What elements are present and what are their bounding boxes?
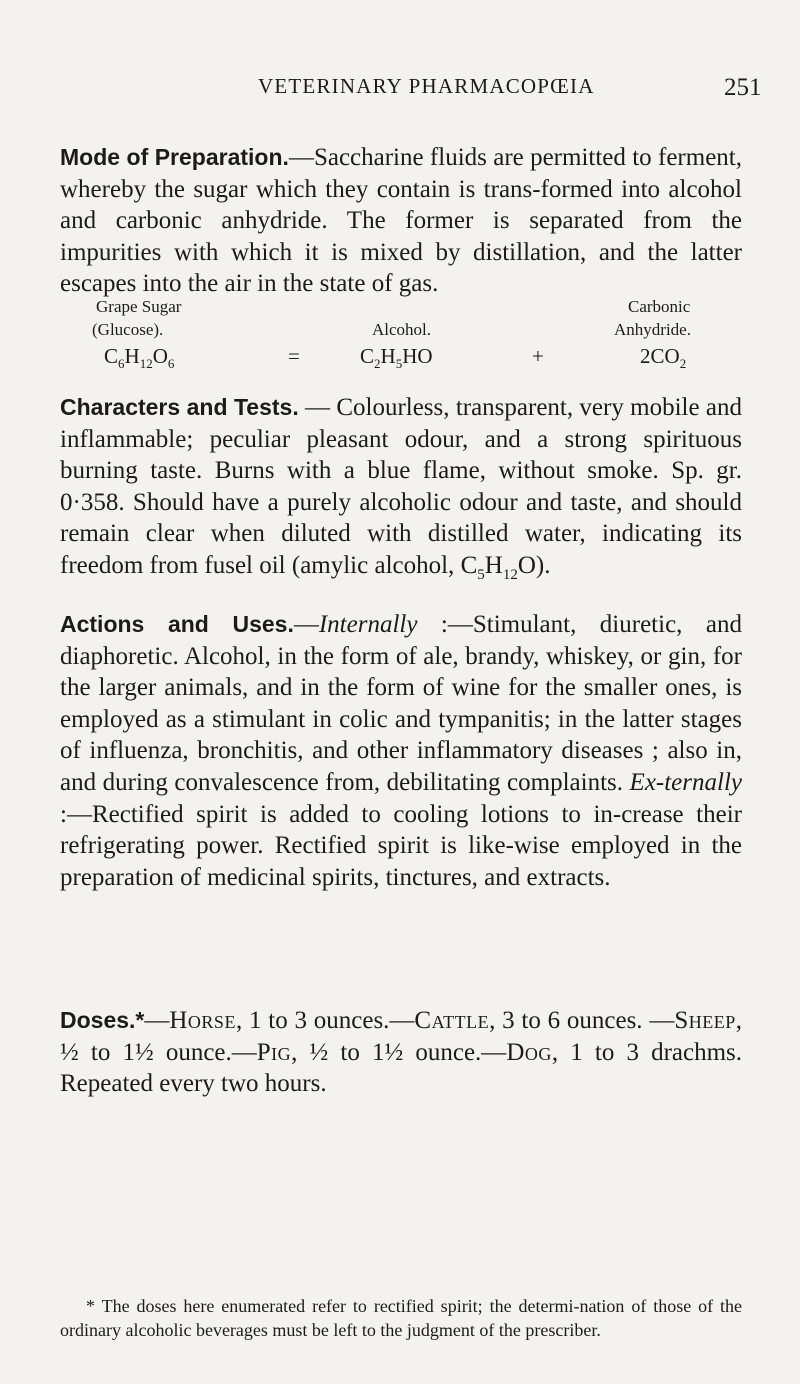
mode-heading: Mode of Preparation. bbox=[60, 144, 289, 170]
carbonic-label: Carbonic bbox=[628, 297, 691, 316]
mode-body: —Saccharine fluids are permitted to ferment, whereby the sugar which they contain is trans-formed into alcohol and carbonic anhydride. The former is separated from the impurities with which it is mixed by distillation, and the latter escapes into the air in the state of gas. bbox=[60, 144, 742, 298]
footnote-text: * The doses here enumerated refer to rectified spirit; the determi-nation of those of the ordinary alcoholic beverages must be left to the judgment of the prescriber. bbox=[60, 1296, 742, 1340]
cattle-label: Cattle bbox=[414, 1007, 490, 1034]
running-title: VETERINARY PHARMACOPŒIA bbox=[258, 74, 595, 98]
doses-paragraph bbox=[60, 1005, 742, 1100]
page-header bbox=[0, 74, 800, 114]
page-number: 251 bbox=[724, 74, 762, 101]
horse-label: Horse bbox=[169, 1007, 236, 1034]
externally-term: Ex-ternally bbox=[629, 768, 742, 796]
actions-body-external: :—Rectified spirit is added to cooling lotions to in-crease their refrigerating power. Rectified spirit is like-wise employed in the preparation of medicinal spirits, tinctures, and extracts. bbox=[60, 800, 742, 891]
dog-label: Dog bbox=[506, 1038, 552, 1066]
amylic-alcohol-formula: $C_5H_{12}O$ bbox=[460, 551, 536, 583]
alcohol-formula: $C_2H_5HO$ bbox=[360, 344, 433, 372]
pig-dose: , ½ to 1½ ounce.— bbox=[291, 1038, 507, 1066]
glucose-formula: $C_6H_{12}O_6$ bbox=[104, 344, 175, 372]
internally-term: Internally bbox=[318, 611, 418, 638]
doses-dash: — bbox=[144, 1007, 170, 1034]
characters-body-end: ). bbox=[535, 551, 551, 579]
actions-heading: Actions and Uses. bbox=[60, 611, 294, 637]
actions-body-internal: :—Stimulant, diuretic, and diaphoretic. Alcohol, in the form of ale, brandy, whiskey, or gin, for the larger animals, and in the form of wine for the smaller ones, is employed as a stimulant in colic and tympanitis; in the latter stages of influenza, bronchitis, and other inflammatory diseases ; also in, and during convalescence from, debilitating complaints. bbox=[60, 611, 742, 796]
glucose-label: (Glucose). bbox=[92, 320, 164, 339]
sheep-dose: , ½ to 1½ ounce.— bbox=[60, 1007, 742, 1066]
grape-sugar-label: Grape Sugar bbox=[96, 297, 182, 316]
footnote bbox=[60, 1295, 742, 1342]
cattle-dose: , 3 to 6 ounces. — bbox=[489, 1007, 675, 1034]
equals-sign: = bbox=[288, 344, 300, 368]
sheep-label: Sheep bbox=[674, 1007, 736, 1034]
actions-and-uses-paragraph bbox=[60, 609, 742, 893]
horse-dose: , 1 to 3 ounces.— bbox=[235, 1007, 415, 1034]
actions-dash: — bbox=[293, 611, 319, 638]
characters-heading: Characters and Tests. bbox=[60, 394, 299, 420]
plus-sign: + bbox=[532, 344, 544, 368]
dog-dose: , 1 to 3 drachms. Repeated every two hours. bbox=[60, 1038, 743, 1098]
mode-of-preparation-paragraph bbox=[60, 142, 742, 300]
co2-formula: $2CO_2$ bbox=[640, 344, 687, 372]
anhydride-label: Anhydride. bbox=[614, 320, 691, 339]
characters-body: — Colourless, transparent, very mobile and inflammable; peculiar pleasant odour, and a strong spirituous burning taste. Burns with a blue flame, without smoke. Sp. gr. 0·358. Should have a purely alcoholic odour and taste, and should remain clear when diluted with distilled water, indicating its freedom from fusel oil (amylic alcohol, bbox=[60, 394, 742, 579]
alcohol-label: Alcohol. bbox=[372, 320, 432, 339]
characters-and-tests-paragraph bbox=[60, 392, 742, 592]
doses-heading: Doses.* bbox=[60, 1007, 145, 1033]
pig-label: Pig bbox=[256, 1038, 292, 1066]
